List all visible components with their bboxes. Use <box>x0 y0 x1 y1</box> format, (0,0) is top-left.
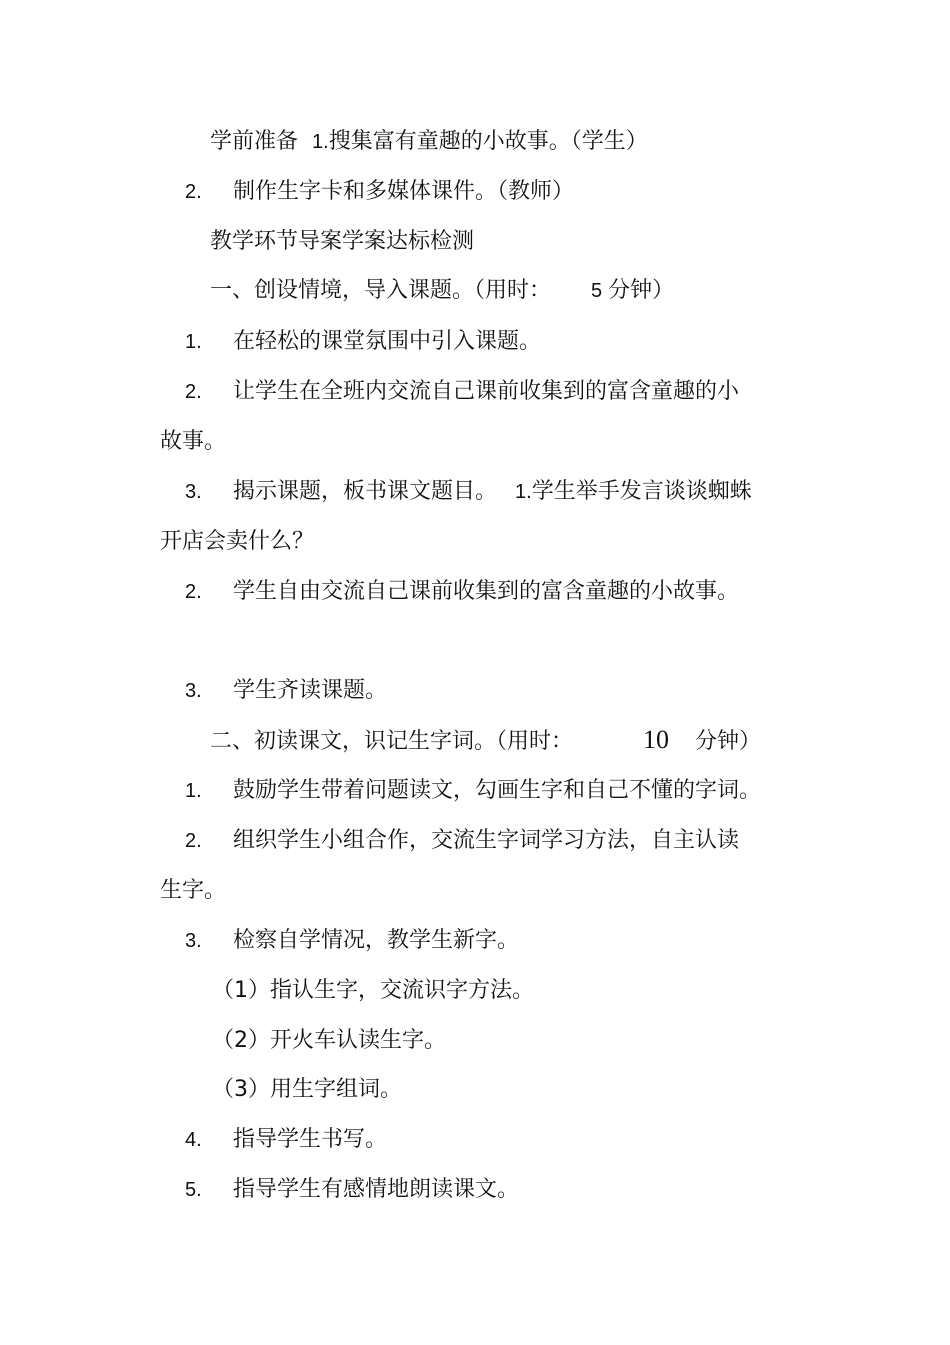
step-number: 1. <box>185 331 202 353</box>
section2-step-4 <box>185 1125 387 1155</box>
section1-step-1 <box>185 327 541 357</box>
step-number: 3. <box>185 930 202 952</box>
step-text: 学生齐读课题。 <box>233 678 388 703</box>
step-text: 鼓励学生带着问题读文，勾画生字和自己不懂的字词。 <box>233 778 762 803</box>
substep-text: 指认生字，交流识字方法。 <box>270 978 535 1003</box>
section2-step-5 <box>185 1175 519 1205</box>
section2-step-1 <box>185 776 761 806</box>
prep-item1-number: 1. <box>312 131 329 153</box>
step-text: 学生自由交流自己课前收集到的富含童趣的小故事。 <box>233 579 740 604</box>
step-number: 4. <box>185 1129 202 1151</box>
learner-item-number: 1. <box>515 481 532 503</box>
section1-learner-step-3 <box>185 676 387 706</box>
step-number: 1. <box>185 780 202 802</box>
section2-substep-3 <box>212 1075 402 1105</box>
section2-substep-2 <box>212 1026 446 1056</box>
section2-step-3 <box>185 926 519 956</box>
step-text: 组织学生小组合作，交流生字词学习方法，自主认读 <box>233 828 740 853</box>
section2-substep-1 <box>212 976 534 1006</box>
section1-minutes: 5 <box>591 280 603 302</box>
section1-title <box>210 276 674 306</box>
learner-item-text: 学生举手发言谈谈蜘蛛 <box>531 479 752 504</box>
prep-label: 学前准备 <box>210 129 299 154</box>
step-number: 2. <box>185 581 202 603</box>
section1-step-2-continued: 故事。 <box>160 429 227 454</box>
prep-item2-number: 2. <box>185 181 202 203</box>
step-text: 指导学生书写。 <box>233 1127 388 1152</box>
step-text: 在轻松的课堂氛围中引入课题。 <box>233 329 542 354</box>
section2-step-2 <box>185 826 739 856</box>
prep-line-1 <box>210 127 648 157</box>
section1-learner-step-2 <box>185 577 739 607</box>
step-number: 3. <box>185 481 202 503</box>
step-number: 5. <box>185 1179 202 1201</box>
table-header: 教学环节导案学案达标检测 <box>210 229 475 254</box>
substep-number: （2） <box>212 1028 270 1053</box>
step-number: 2. <box>185 381 202 403</box>
step-text: 指导学生有感情地朗读课文。 <box>233 1177 520 1202</box>
section2-title <box>210 725 761 757</box>
step-number: 3. <box>185 680 202 702</box>
prep-line-2 <box>185 177 574 207</box>
section1-step-3-continued: 开店会卖什么？ <box>160 529 315 554</box>
section2-minutes: 10 <box>643 725 670 754</box>
step-text: 让学生在全班内交流自己课前收集到的富含童趣的小 <box>233 379 740 404</box>
section2-title-text: 二、初读课文，识记生字词。（用时： <box>210 729 574 754</box>
section2-step-2-continued: 生字。 <box>160 878 227 903</box>
substep-text: 开火车认读生字。 <box>270 1028 447 1053</box>
substep-number: （1） <box>212 978 270 1003</box>
step-text: 检察自学情况，教学生新字。 <box>233 928 520 953</box>
substep-text: 用生字组词。 <box>270 1077 403 1102</box>
prep-item1-text: 搜集富有童趣的小故事。（学生） <box>328 129 648 154</box>
step-text: 揭示课题，板书课文题目。 <box>233 479 498 504</box>
substep-number: （3） <box>212 1077 270 1102</box>
step-number: 2. <box>185 830 202 852</box>
section1-step-2 <box>185 377 739 407</box>
section1-title-text: 一、创设情境，导入课题。（用时： <box>210 278 552 303</box>
section2-unit: 分钟） <box>695 729 762 754</box>
section1-unit: 分钟） <box>608 278 675 303</box>
prep-item2-text: 制作生字卡和多媒体课件。（教师） <box>233 179 575 204</box>
section1-step-3 <box>185 477 752 507</box>
